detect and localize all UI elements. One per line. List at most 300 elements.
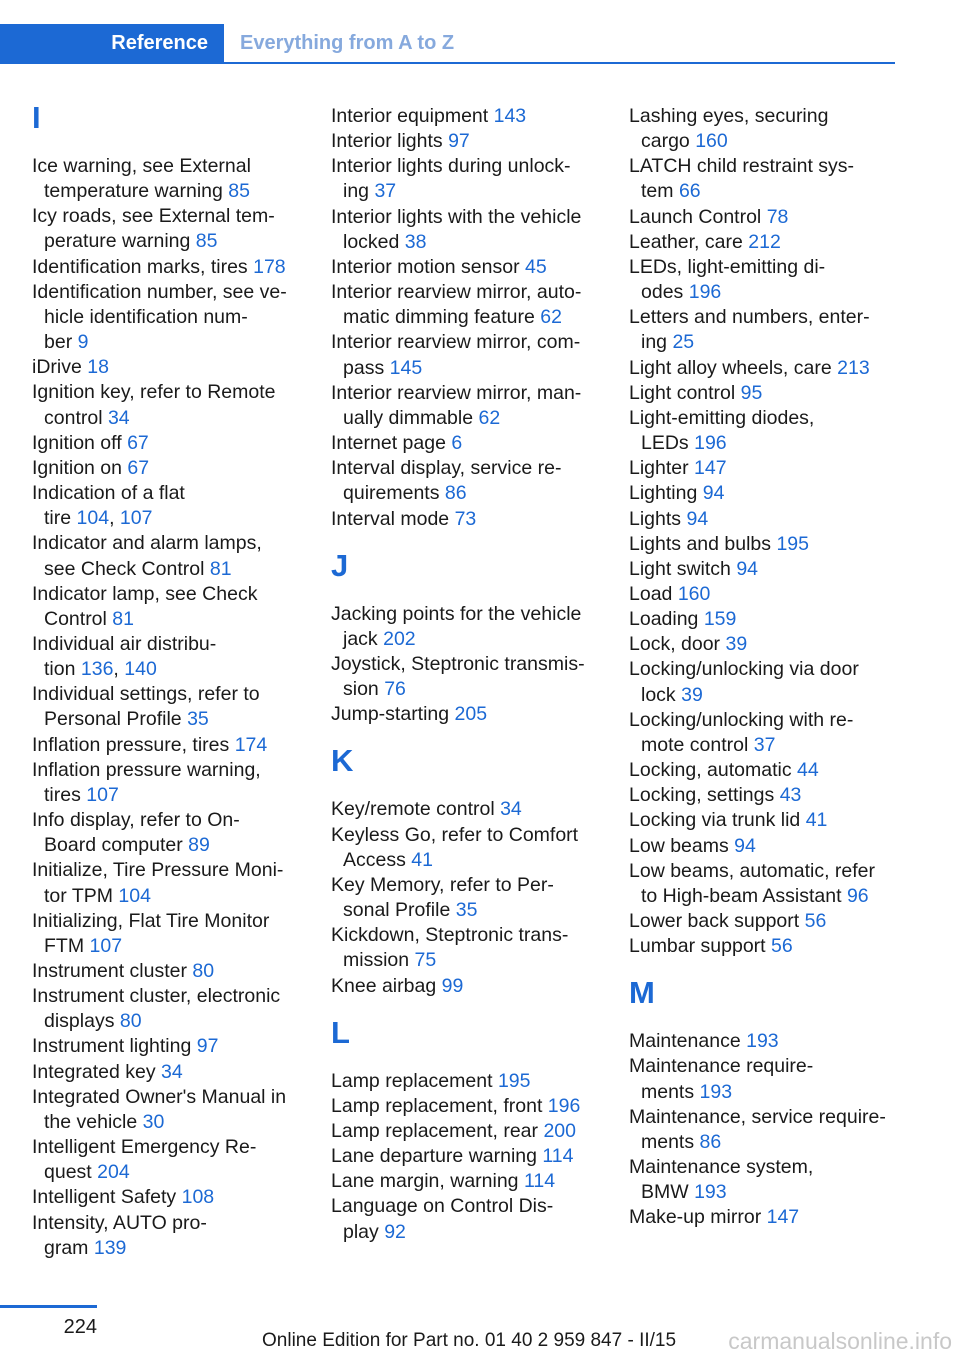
page-link[interactable]: 195 [776,532,809,555]
page-link[interactable]: 85 [228,180,250,203]
index-entry [32,909,312,959]
index-entry-text: jack [343,627,378,650]
index-entry-text: Ignition key, refer to Remote [32,381,276,404]
footer-divider [0,1305,97,1308]
index-entry-text: Indicator and alarm lamps, [32,532,262,555]
page-link[interactable]: 56 [771,935,793,958]
index-entry-text: Icy roads, see External tem- [32,205,275,228]
index-entry-text: Loading [629,608,699,631]
index-entry-text: Lock, door [629,633,721,656]
index-entry-text: tires [44,783,81,806]
page-link[interactable]: 95 [740,381,763,404]
index-entry-text: Intensity, AUTO pro- [32,1211,207,1234]
index-entry [629,607,899,632]
index-entry-text: Locking/unlocking with re- [629,708,854,731]
index-entry-text: temperature warning [44,180,223,203]
index-entry-text: Ignition on [32,456,122,479]
index-entry-text: odes [641,281,684,304]
page-link[interactable]: 35 [187,708,209,731]
index-entry-text: perature warning [44,230,191,253]
page-link[interactable]: 39 [681,683,703,706]
index-entry [32,733,312,758]
page-link[interactable]: 41 [805,809,828,832]
index-entry-text: quirements [343,482,440,505]
index-entry [331,797,611,822]
page-link[interactable]: 159 [703,608,737,631]
page-link[interactable]: 73 [454,507,477,530]
index-entry [331,330,611,380]
index-entry [32,1060,312,1085]
index-letter-heading: I [32,100,41,135]
index-entry-text: the vehicle [44,1110,138,1133]
index-entry [331,1169,611,1194]
page-link[interactable]: 44 [797,759,819,782]
index-entry [32,255,312,280]
page-link[interactable]: 80 [192,960,215,982]
index-letter-heading: M [629,975,655,1011]
index-entry [629,557,899,582]
index-letter-heading: L [331,1014,350,1050]
index-letter-heading: J [331,547,349,583]
index-entry [331,602,611,652]
index-entry-text: Intelligent Safety [32,1186,177,1209]
index-entry-text: Keyless Go, refer to Comfort [331,823,579,846]
index-entry-text: ments [641,1130,695,1153]
index-entry-text: tion [44,658,76,681]
index-entry-text: Interior lights [331,130,443,153]
index-entry [629,1029,899,1054]
index-entry [32,280,312,355]
page-link[interactable]: 204 [97,1161,130,1184]
index-letter-heading: K [331,743,354,779]
index-entry [629,1155,899,1205]
index-entry [32,355,312,380]
index-entry [629,507,899,532]
page-link[interactable]: 94 [686,507,709,530]
index-entry [32,1135,312,1185]
page-link[interactable]: 212 [748,230,781,253]
index-entry-text: tire [44,507,72,530]
index-entry-text: Internet page [331,432,446,455]
index-entry-text: Integrated Owner's Manual in [32,1085,287,1108]
index-entry-text: Language on Control Dis- [331,1195,554,1218]
index-entry [629,406,899,456]
index-entry-text: pass [343,356,385,379]
index-entry-text: Indication of a flat [32,482,185,505]
index-entry-text: Kickdown, Steptronic trans- [331,924,569,947]
index-entry [32,984,312,1034]
index-entry-text: Jacking points for the vehicle [331,602,582,625]
page-link[interactable]: 18 [87,356,109,379]
page-link[interactable]: 67 [127,431,149,454]
index-entry [331,507,611,532]
index-entry-text: Lamp replacement, rear [331,1120,539,1142]
index-entry [629,154,899,204]
index-entry-text: mote control [641,733,749,756]
page-link[interactable]: 76 [384,678,406,701]
index-entry [331,129,611,154]
index-entry-text: Low beams [629,834,729,857]
index-entry-text: quest [44,1161,92,1184]
index-entry [629,909,899,934]
page-link[interactable]: 147 [694,457,727,480]
page-link[interactable]: 94 [736,557,759,580]
index-entry [331,205,611,255]
index-column-2 [331,104,611,1245]
index-entry-text: control [44,406,103,429]
index-entry [629,481,899,506]
index-entry-text: Access [343,848,406,871]
index-entry-text: Knee airbag [331,974,437,997]
index-entry [32,154,312,204]
index-entry-text: Locking/unlocking via door [629,658,859,681]
index-entry [629,632,899,657]
page-link[interactable]: 107 [86,783,119,806]
page-link[interactable]: 62 [478,406,501,429]
index-entry [331,702,611,727]
index-entry-text: Lamp replacement [331,1069,493,1092]
index-entry-text: Light-emitting diodes, [629,406,815,429]
index-entry-text: Info display, refer to On- [32,809,240,832]
page-link[interactable]: 136 [80,658,114,681]
page-link[interactable]: 41 [411,848,433,871]
index-entry [32,858,312,908]
index-entry-text: Ignition off [32,431,122,454]
tab-reference[interactable]: Reference [0,24,224,62]
index-entry-text: play [343,1220,379,1243]
page-link[interactable]: 104 [76,507,110,530]
index-entry-text: Lighter [629,457,689,480]
page-link[interactable]: 193 [694,1181,727,1204]
page-link[interactable]: 97 [196,1035,219,1058]
index-entry [32,808,312,858]
page-link[interactable]: 56 [804,910,827,932]
index-entry-text: Instrument lighting [32,1035,192,1058]
index-entry-text: Jump-starting [331,703,450,726]
index-entry-text: see Check Control [44,557,205,580]
page-link[interactable]: 196 [694,432,727,455]
watermark: carmanualsonline.info [728,1328,952,1354]
index-entry-text: Key/remote control [331,798,495,821]
index-entry [331,280,611,330]
index-entry-text: Lower back support [629,910,800,932]
tab-everything-a-to-z[interactable]: Everything from A to Z [240,31,455,54]
page-link[interactable]: 193 [699,1080,733,1103]
page-link[interactable]: 193 [746,1030,779,1053]
page-link[interactable]: 174 [234,733,268,756]
index-entry-text: Load [629,582,673,605]
page-link[interactable]: 67 [127,456,150,479]
page-link[interactable]: 147 [766,1206,800,1229]
index-entry-text: displays [44,1010,115,1033]
index-entry-text: ber [44,331,73,354]
index-entry-text: ments [641,1080,695,1103]
index-entry [629,230,899,255]
index-entry-text: Intelligent Emergency Re- [32,1136,257,1159]
page-link[interactable]: 34 [161,1060,183,1083]
index-entry-text: LEDs, light-emitting di- [629,255,826,278]
page-link[interactable]: 107 [119,507,153,530]
page-link[interactable]: 25 [672,331,695,354]
index-entry-text: Interior lights with the vehicle [331,205,582,228]
index-entry [331,104,611,129]
page-link[interactable]: 94 [734,834,756,857]
index-entry-text: Lighting [629,482,698,505]
index-entry-text: lock [641,683,676,706]
index-entry-text: cargo [641,130,690,153]
index-entry-text: Maintenance [629,1030,741,1053]
page-link[interactable]: 34 [500,798,522,821]
index-entry [629,255,899,305]
index-entry [32,1034,312,1059]
index-entry-text: ually dimmable [343,406,474,429]
page-link[interactable]: 196 [688,281,722,304]
page-link[interactable]: 195 [497,1069,531,1092]
page-link[interactable]: 104 [118,884,151,907]
index-entry-text: Initializing, Flat Tire Monitor [32,909,270,932]
page-link[interactable]: 213 [837,356,870,379]
index-entry-text: Identification number, see ve- [32,280,287,303]
page-link[interactable]: 6 [451,432,463,455]
index-entry [629,305,899,355]
edition-text: Online Edition for Part no. 01 40 2 959 847 - II/15 [262,1330,677,1351]
page-link[interactable]: 30 [142,1110,165,1133]
index-entry [32,582,312,632]
index-entry [32,431,312,456]
index-entry [32,682,312,732]
index-entry [629,205,899,230]
page-link[interactable]: 34 [107,406,130,429]
index-entry-text: Key Memory, refer to Per- [331,873,554,896]
index-entry-text: Lashing eyes, securing [629,105,829,127]
index-entry-text: Inflation pressure warning, [32,758,261,781]
index-entry [331,823,611,873]
index-entry-text: Integrated key [32,1060,156,1083]
index-entry-text: Light control [629,381,736,404]
page-link[interactable]: 145 [389,356,423,379]
index-entry-text: Locking, settings [629,784,775,807]
page-link[interactable]: 114 [542,1145,574,1168]
page-link[interactable]: 92 [384,1220,406,1243]
page-link[interactable]: 38 [404,230,427,253]
page-link[interactable]: 114 [523,1170,556,1193]
index-entry-text: Lights and bulbs [629,532,772,555]
page-link[interactable]: 196 [547,1094,581,1117]
index-entry-text: iDrive [32,356,82,379]
index-entry [629,381,899,406]
index-entry [32,204,312,254]
page-link[interactable]: 78 [766,205,789,228]
index-entry [629,657,899,707]
index-entry [32,1211,312,1261]
index-entry-text: Maintenance, service require- [629,1105,886,1128]
page-link[interactable]: 9 [77,331,89,354]
index-entry [629,456,899,481]
page-link[interactable]: 139 [93,1236,127,1259]
index-entry-text: LATCH child restraint sys- [629,155,855,178]
index-entry-text: Lane departure warning [331,1145,537,1168]
page-link[interactable]: 202 [383,627,416,650]
page-link[interactable]: 99 [441,974,464,997]
index-entry-text: Light alloy wheels, care [629,356,832,379]
index-entry-text: Make-up mirror [629,1206,762,1229]
index-entry [629,356,899,381]
page-link[interactable]: 205 [454,703,488,726]
page-link[interactable]: 39 [725,633,748,656]
index-entry [32,531,312,581]
index-entry [331,923,611,973]
index-entry [629,708,899,758]
index-entry-text: Initialize, Tire Pressure Moni- [32,859,284,882]
index-entry-text: FTM [44,934,85,957]
index-entry-text: Lane margin, warning [331,1170,519,1193]
index-entry [629,808,899,833]
page-number: 224 [63,1316,97,1338]
index-entry [32,456,312,481]
index-column-3 [629,104,899,1231]
index-entry-text: Lights [629,507,682,530]
page-link[interactable]: 86 [444,482,467,505]
page-link[interactable]: 45 [525,255,547,278]
index-entry [32,758,312,808]
index-entry-text: hicle identification num- [44,305,248,328]
index-entry-text: BMW [641,1181,689,1204]
index-entry [629,934,899,959]
index-entry: Individual air distribu- tion 136, 140 [32,632,217,681]
index-entry-text: Control [44,607,107,630]
page-link[interactable]: 97 [448,130,470,153]
index-entry [629,532,899,557]
index-entry-text: Letters and numbers, enter- [629,306,870,329]
index-entry-text: sion [343,678,379,701]
page-link[interactable]: 80 [119,1010,142,1033]
page-link[interactable]: 81 [112,607,134,630]
index-entry-text: Maintenance require- [629,1055,814,1078]
index-entry [331,652,611,702]
page-link[interactable]: 200 [543,1120,576,1142]
index-entry-text: tor TPM [44,884,113,907]
index-entry-text: Light switch [629,557,731,580]
index-entry [629,758,899,783]
page-link[interactable]: 35 [455,899,478,922]
page-link[interactable]: 143 [493,105,527,127]
index-entry-text: Ice warning, see External [32,155,251,177]
index-entry [331,431,611,456]
index-entry [629,783,899,808]
index-entry [32,1085,312,1135]
index-entry-text: Instrument cluster [32,960,187,982]
index-entry [331,1119,611,1144]
index-entry-text: Inflation pressure, tires [32,733,230,756]
index-entry-text: Locking via trunk lid [629,809,801,832]
index-entry-text: ing [343,180,370,203]
index-entry-text: Maintenance system, [629,1156,814,1179]
index-entry-text: ing [641,331,668,354]
index-entry [331,1069,611,1094]
page-link[interactable]: 160 [695,130,728,153]
page-link[interactable]: 86 [699,1130,722,1153]
index-entry [629,104,899,154]
index-entry-text: Lumbar support [629,935,766,958]
page-link[interactable]: 43 [779,784,802,807]
index-entry-text: Personal Profile [44,708,182,731]
index-entry-text: Locking, automatic [629,759,792,782]
index-entry-text: Interval mode [331,507,450,530]
index-entry-text: Interior equipment [331,105,489,127]
index-entry [629,1054,899,1104]
index-entry [629,859,899,909]
page-link[interactable]: 75 [414,949,437,972]
index-entry-text: Interval display, service re- [331,457,562,480]
index-entry [629,834,899,859]
header-bar [0,24,895,64]
index-entry-text: Board computer [44,834,183,857]
index-entry-text: Leather, care [629,230,743,253]
page-link[interactable]: 96 [846,884,869,907]
index-entry-text: Interior lights during unlock- [331,155,571,178]
index-entry [331,873,611,923]
index-entry [629,1105,899,1155]
index-entry [331,381,611,431]
index-entry [32,1185,312,1210]
page-link[interactable]: 89 [188,834,210,857]
page-link[interactable]: 160 [677,582,711,605]
index-entry-text: Instrument cluster, electronic [32,985,281,1008]
index-entry-text: Launch Control [629,205,762,228]
index-entry-text: to High-beam Assistant [641,884,842,907]
index-entry [331,974,611,999]
page-link[interactable]: 107 [89,934,123,957]
index-entry-text: Interior rearview mirror, man- [331,381,582,404]
index-entry-text: LEDs [641,432,689,455]
index-entry-text: Lamp replacement, front [331,1094,543,1117]
index-entry [331,456,611,506]
page-link[interactable]: 94 [702,482,725,505]
index-column-1 [32,100,312,1261]
index-entry-text: gram [44,1236,89,1259]
index-entry-text: Low beams, automatic, refer [629,859,876,882]
index-entry-text: tem [641,180,674,203]
index-entry [331,1094,611,1119]
index-entry-text: sonal Profile [343,899,451,922]
index-entry: Indication of a flat tire 104, 107 [32,482,185,530]
index-entry [331,1144,611,1169]
page-link[interactable]: 37 [374,180,397,203]
index-entry-text: Identification marks, tires [32,255,248,278]
index-entry-text: matic dimming feature [343,306,535,329]
page-link[interactable]: 37 [753,733,776,756]
page-link[interactable]: 108 [181,1186,215,1209]
index-entry [331,1194,611,1244]
page-link[interactable]: 178 [253,255,286,278]
index-entry-text: locked [343,230,400,253]
page-link[interactable]: 66 [678,180,701,203]
index-entry-text: Individual air distribu- [32,632,217,655]
page-link[interactable]: 140 [124,658,157,681]
page-link[interactable]: 85 [195,230,218,253]
page-link[interactable]: 62 [540,306,562,329]
index-entry-text: Interior motion sensor [331,255,520,278]
index-entry [629,1205,899,1230]
index-entry [331,154,611,204]
index-entry-text: mission [343,949,410,972]
index-entry-text: Interior rearview mirror, auto- [331,281,582,304]
page-link[interactable]: 81 [209,557,232,580]
index-entry-text: Individual settings, refer to [32,683,260,706]
index-entry [32,380,312,430]
index-entry [629,582,899,607]
index-entry [331,255,611,280]
